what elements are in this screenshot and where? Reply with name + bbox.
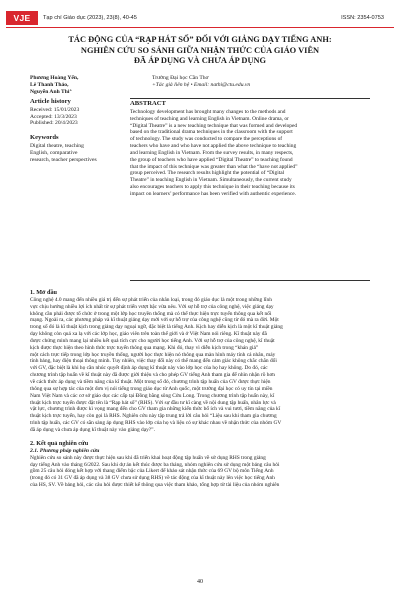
journal-citation: Tạp chí Giáo dục (2023), 23(8), 40-45 [43,14,137,21]
author: Nguyễn Anh Thi⁺ [30,89,73,96]
abstract-line: Theatre” in teaching English in Vietnam. Simultaneously, the current study [130,177,292,184]
body-line: Nam Việt Nam và các cơ sở giáo dục các cấp tại Đồng bằng sông Cửu Long. Trong chương trình tập huấn này, kĩ [30,392,275,399]
affiliation [152,75,362,89]
title-line: TÁC ĐỘNG CỦA “RẠP HÁT SỐ” ĐỐI VỚI GIẢNG DẠY TIẾNG ANH: [68,35,332,44]
section-heading: 1. Mở đầu [30,289,57,296]
received-date: Received: 15/01/2023 [30,106,80,113]
body-line: với GV, đặc biệt là khi họ cần nhúc quyết định áp dụng kĩ thuật này vào lớp học của họ hay không. Do đó, các [30,365,268,372]
body-line: không cần phải được tổ chức ở trong một lớp học truyền thống mà có thể thực hiện trực tuyến thông qua kết nối [30,310,272,317]
body-line: Công nghệ 4.0 mang đến nhiều giá trị đến sự phát triển của nhân loại, trong đó giáo dục là một trong những lĩnh [30,296,272,303]
header-divider [6,27,394,28]
section-results [30,441,370,489]
author: Phương Hoàng Yến, [30,75,79,81]
issn: ISSN: 2354-0753 [341,14,384,21]
body-line: (trong đó có 31 GV đã áp dụng và 38 GV chưa sử dụng RHS) về tác động của kĩ thuật này lên việc học tiếng Anh [30,475,275,482]
keywords-line: research, teacher perspectives [30,156,97,163]
page-number: 40 [197,579,203,585]
keywords-heading: Keywords [30,134,59,142]
body-line: thông qua sự hợp tác của một đơn vị nói tiếng trong giáo dục từ Anh quốc, một trường đại học có uy tín tại miền [30,385,273,392]
abstract-line: of technology. The study was conducted to compare the perceptions of [130,136,283,143]
abstract-line: impact on learners’ performance has been verified with authentic experience. [130,190,297,197]
abstract-line: based on the traditional drama techniques in the classroom with the support [130,129,293,136]
author-list [30,75,160,97]
title-line: ĐÃ ÁP DỤNG VÀ CHƯA ÁP DỤNG [133,56,267,65]
author: Lê Thanh Thảo, [30,82,69,89]
article-history-heading: Article history [30,98,71,105]
abstract-line: group perceived. The research results highlight the potential of “Digital [130,170,285,177]
abstract-line: “Digital Theatre” is a new teaching technique that was formed and developed [130,122,298,129]
abstract-line: also encourages teachers to apply this technique in their teaching because its [130,184,295,191]
body-line: Nghiên cứu so sánh này được thực hiện sau khi đã triển khai hoạt động tập huấn về sử dụng RHS trong giảng [30,454,266,461]
abstract-top-rule [130,98,370,99]
keywords-line: English, comparative [30,149,78,156]
body-line: thuật kịch trực tuyến được đặt tên là “Rạp hát số” (RHS). Với sự đầu tư kĩ càng về nội dung tập huấn, nhân lực và [30,399,276,406]
corresponding-author-email: +Tác giả liên hệ • Email: nathi@ctu.edu.vn [152,82,251,89]
body-line: được chứng minh mang lại nhiều kết quả tích cực cho người học tiếng Anh. Với sự hỗ trợ của công nghệ, kĩ thuật [30,337,275,344]
body-line: trong số đó là kĩ thuật kịch trong giảng dạy ngoại ngữ, đặc biệt là tiếng Anh. Kịch hay diễn kịch là một kĩ thuật giảng [30,324,283,331]
accepted-date: Accepted: 13/3/2023 [30,113,77,120]
abstract-line: Technology development has brought many changes to the methods and [130,108,286,115]
abstract-line: teachers who have and who have not applied the above technique to teaching [130,143,297,150]
subsection-heading: 2.1. Phương pháp nghiên cứu [30,447,100,454]
body-line: chương trình tập huấn về kĩ thuật này đã được giới thiệu và cho phép GV tiếng Anh tham gia để nhìn nhận rõ hơn [30,372,275,379]
keywords-line: Digital theatre, teaching [30,142,84,149]
body-line: tính bảng, hay điện thoại thông minh. Tuy nhiên, việc thay đổi này có thể mang đến cảm giác không chắc chắn đối [30,358,277,365]
body-line: của HS, SV. Về bảng hỏi, các câu hỏi được thiết kế thông qua việc tham khảo, tổng hợp từ tài liệu của nhóm nghiên [30,482,280,489]
article-info [30,99,130,163]
abstract-line: techniques of teaching and learning English in Vietnam. Online drama, or [130,115,289,122]
abstract-line: and learning English in Vietnam. From the survey results, in many respects, [130,149,294,156]
body-line: vật lực, chương trình được kì vọng mang đến cho GV tham gia những kiến thức bổ ích và vui tươi, tiềm năng của kĩ [30,406,281,413]
paper-title [20,35,380,67]
abstract [130,101,370,198]
title-line: NGHIÊN CỨU SO SÁNH GIỮA NHẬN THỨC CỦA GIÁO VIÊN [80,45,320,55]
body-line: thuật kịch trực tuyến, hay còn gọi là RHS. Nghiên cứu này tập trung trả lời câu hỏi “Liệu sau khi tham gia chương [30,413,277,420]
body-line: gồm 25 câu hỏi đóng kết hợp với thang điểm bậc của Likert để khảo sát nhận thức của 69 GV bộ môn Tiếng Anh [30,468,274,475]
body-line: vực chịu hướng nhiều lợi ích nhất từ sự phát triển vượt bậc vừa nêu. Với sự hỗ trợ của công nghệ, việc giảng dạy [30,303,274,310]
body-line: một cách trực tiếp trong lớp học truyền thống, người học thực hiện nó thông qua màn hình máy tính cá nhân, máy [30,351,276,358]
body-line: dạy tiếng Anh vào tháng 6/2022. Sau khi dự án kết thúc được ba tháng, nhóm nghiên cứu sử dụng một bảng câu hỏi [30,461,280,468]
body-line: về cách thức áp dụng và tiềm năng của kĩ thuật. Một trong số đó, chương trình tập huấn của GV được thực hiện [30,378,271,385]
body-line: dạy không còn quá xa lạ với các lớp học, giáo viên trên toàn thế giới và ở Việt Nam nói riêng. Kĩ thuật này đã [30,331,267,338]
body-line: mạng. Ngoài ra, các phương pháp và kĩ thuật giảng dạy mới với sự hỗ trợ của công nghệ cũng từ đó mà ra đời. Một [30,317,279,324]
abstract-heading: ABSTRACT [130,100,166,107]
body-line: kịch được thực hiện theo hình thức trực tuyến thông qua mạng. Khi đó, thay vì diễn kịch trong “khán giả” [30,344,259,351]
body-line: đã áp dụng và chưa áp dụng kĩ thuật này vào giảng dạy?”. [30,426,155,433]
abstract-bottom-rule [130,280,370,281]
published-date: Published: 20/4/2023 [30,120,78,127]
journal-header [6,9,394,26]
affiliation-institution: Trường Đại học Cần Thơ [152,75,209,81]
abstract-line: that the impact of this technique was greater than what the “have not applied” [130,163,298,170]
journal-logo: VJE [6,11,38,25]
section-heading: 2. Kết quả nghiên cứu [30,440,89,447]
section-introduction [30,290,370,434]
abstract-line: the group of teachers who have applied “Digital Theatre” to teaching found [130,156,293,163]
body-line: trình tập huấn, các GV có sẵn sàng áp dụng RHS vào lớp của họ và liệu có sự khác nhau về nhận thức của nhóm GV [30,420,282,427]
